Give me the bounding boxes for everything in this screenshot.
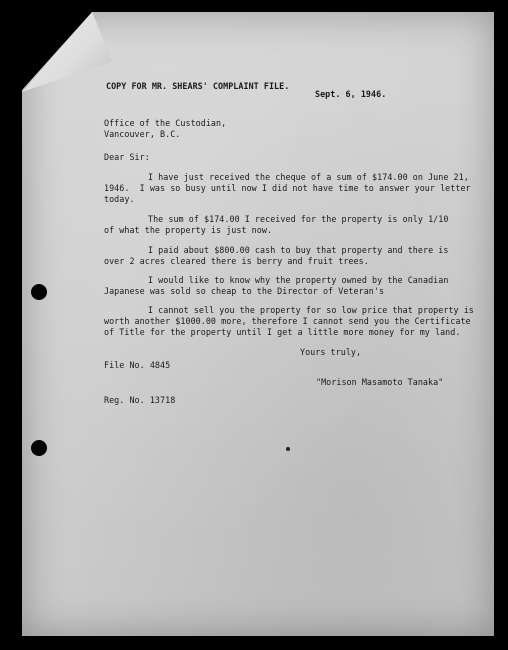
paper-speck: [286, 447, 290, 451]
recipient-line-1: Office of the Custodian,: [104, 118, 227, 128]
recipient-line-2: Vancouver, B.C.: [104, 129, 181, 139]
paragraph-4-line-1: I would like to know why the property owned by the Canadian: [148, 275, 449, 285]
paragraph-5-line-3: of Title for the property until I get a little more money for my land.: [104, 327, 461, 337]
file-number: File No. 4845: [104, 360, 171, 370]
registration-number: Reg. No. 13718: [104, 395, 176, 405]
closing: Yours truly,: [300, 347, 362, 357]
paragraph-5-line-2: worth another $1000.00 more, therefore I cannot send you the Certificate: [104, 316, 471, 326]
paragraph-3-line-2: over 2 acres cleared there is berry and fruit trees.: [104, 256, 369, 266]
copy-header: COPY FOR MR. SHEARS' COMPLAINT FILE.: [106, 81, 290, 91]
punch-hole-bottom: [31, 440, 47, 456]
paragraph-3-line-1: I paid about $800.00 cash to buy that property and there is: [148, 245, 449, 255]
salutation: Dear Sir:: [104, 152, 150, 162]
signature: "Morison Masamoto Tanaka": [316, 377, 444, 387]
paragraph-1-line-1: I have just received the cheque of a sum of $174.00 on June 21,: [148, 172, 469, 182]
paragraph-5-line-1: I cannot sell you the property for so low price that property is: [148, 305, 474, 315]
punch-hole-top: [31, 284, 47, 300]
letter-date: Sept. 6, 1946.: [315, 89, 387, 99]
paragraph-2-line-1: The sum of $174.00 I received for the property is only 1/10: [148, 214, 449, 224]
paragraph-2-line-2: of what the property is just now.: [104, 225, 273, 235]
paragraph-1-line-3: today.: [104, 194, 135, 204]
paragraph-1-line-2: 1946. I was so busy until now I did not have time to answer your letter: [104, 183, 471, 193]
paragraph-4-line-2: Japanese was sold so cheap to the Director of Veteran's: [104, 286, 385, 296]
letter-page: [22, 12, 494, 636]
